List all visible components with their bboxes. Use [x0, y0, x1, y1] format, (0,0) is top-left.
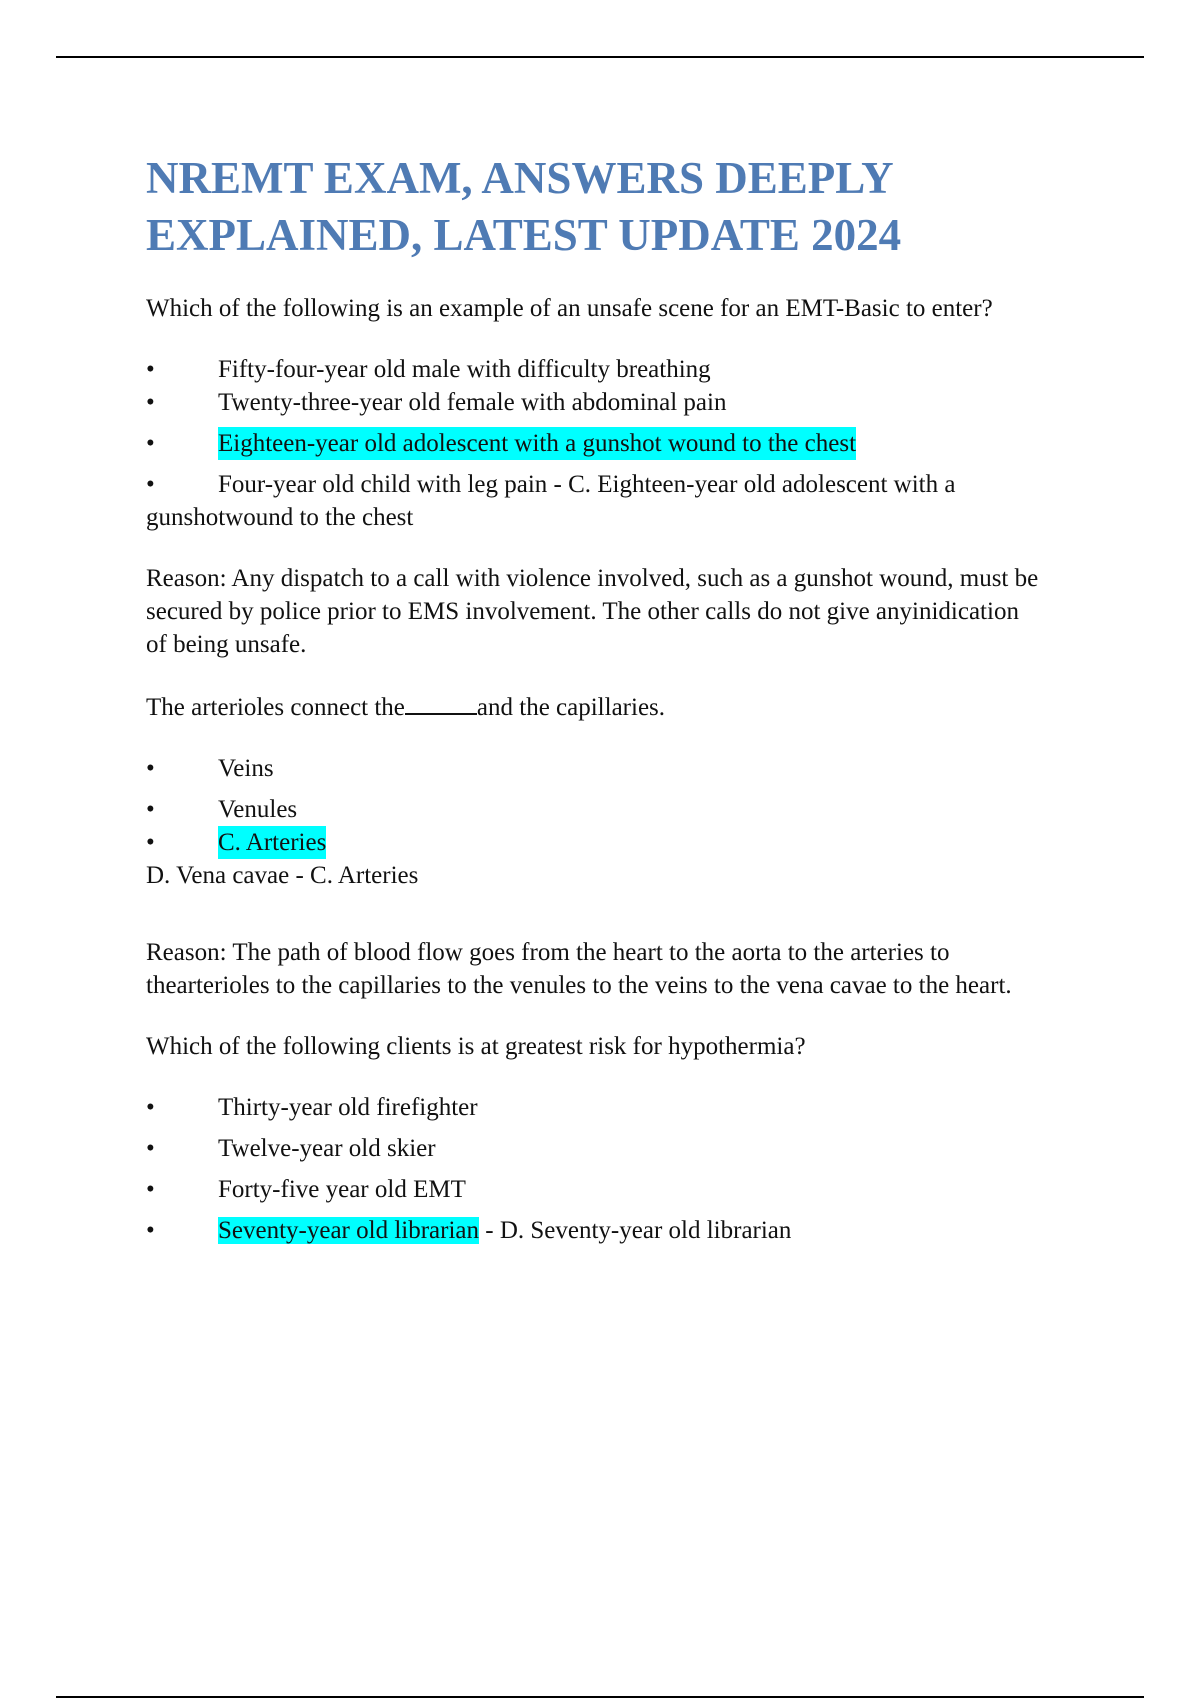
question-2	[146, 689, 1046, 724]
option-text	[218, 1214, 791, 1247]
option-text: Forty-five year old EMT	[218, 1176, 466, 1203]
option-text: Twenty-three-year old female with abdominal pain	[218, 389, 727, 416]
q2-option-c	[146, 826, 1046, 859]
question-1: Which of the following is an example of an unsafe scene for an EMT-Basic to enter?	[146, 295, 993, 322]
bullet: •	[146, 829, 155, 856]
answer-key: - D. Seventy-year old librarian	[479, 1217, 792, 1244]
highlighted-answer: C. Arteries	[218, 826, 326, 859]
q3-option-b	[146, 1132, 1046, 1165]
document-body	[146, 150, 1046, 1247]
bullet: •	[146, 389, 155, 416]
option-text: Thirty-year old firefighter	[218, 1094, 478, 1121]
fill-in-blank	[405, 689, 477, 715]
q3-option-a	[146, 1091, 1046, 1124]
bullet: •	[146, 1217, 155, 1244]
option-text: Twelve-year old skier	[218, 1135, 436, 1162]
highlighted-answer: Eighteen-year old adolescent with a gunshot wound to the chest	[218, 427, 856, 460]
bullet: •	[146, 1176, 155, 1203]
bullet: •	[146, 471, 155, 498]
q1-option-a	[146, 353, 1046, 386]
question-2-start: The arterioles connect the	[146, 694, 405, 721]
bullet: •	[146, 430, 155, 457]
document-title: NREMT EXAM, ANSWERS DEEPLY EXPLAINED, LATEST UPDATE 2024	[146, 153, 902, 260]
reason-1: Reason: Any dispatch to a call with violence involved, such as a gunshot wound, must be secured by police prior to EMS involvement. The other calls do not give anyinidication of being unsafe.	[146, 565, 1039, 658]
bottom-rule	[56, 1696, 1144, 1698]
q2-option-d: D. Vena cavae - C. Arteries	[146, 862, 419, 889]
top-rule	[56, 56, 1144, 58]
bullet: •	[146, 1094, 155, 1121]
question-3: Which of the following clients is at greatest risk for hypothermia?	[146, 1033, 806, 1060]
q2-option-a	[146, 752, 1046, 785]
q3-option-c	[146, 1173, 1046, 1206]
option-text: Veins	[218, 755, 274, 782]
reason-2: Reason: The path of blood flow goes from the heart to the aorta to the arteries to thearterioles to the capillaries to the venules to the veins to the vena cavae to the heart.	[146, 939, 1012, 999]
question-2-end: and the capillaries.	[476, 694, 666, 721]
bullet: •	[146, 755, 155, 782]
option-text: Fifty-four-year old male with difficulty breathing	[218, 356, 711, 383]
bullet: •	[146, 356, 155, 383]
bullet: •	[146, 1135, 155, 1162]
q1-option-b	[146, 386, 1046, 419]
q2-option-b	[146, 793, 1046, 826]
q1-option-d	[146, 468, 1046, 534]
option-text: Venules	[218, 796, 298, 823]
q1-option-c	[146, 427, 1046, 460]
option-text: Four-year old child with leg pain - C. Eighteen-year old adolescent with a gunshotwound to the chest	[146, 471, 956, 531]
q3-option-d	[146, 1214, 1046, 1247]
highlighted-answer: Seventy-year old librarian	[218, 1217, 480, 1244]
bullet: •	[146, 796, 155, 823]
